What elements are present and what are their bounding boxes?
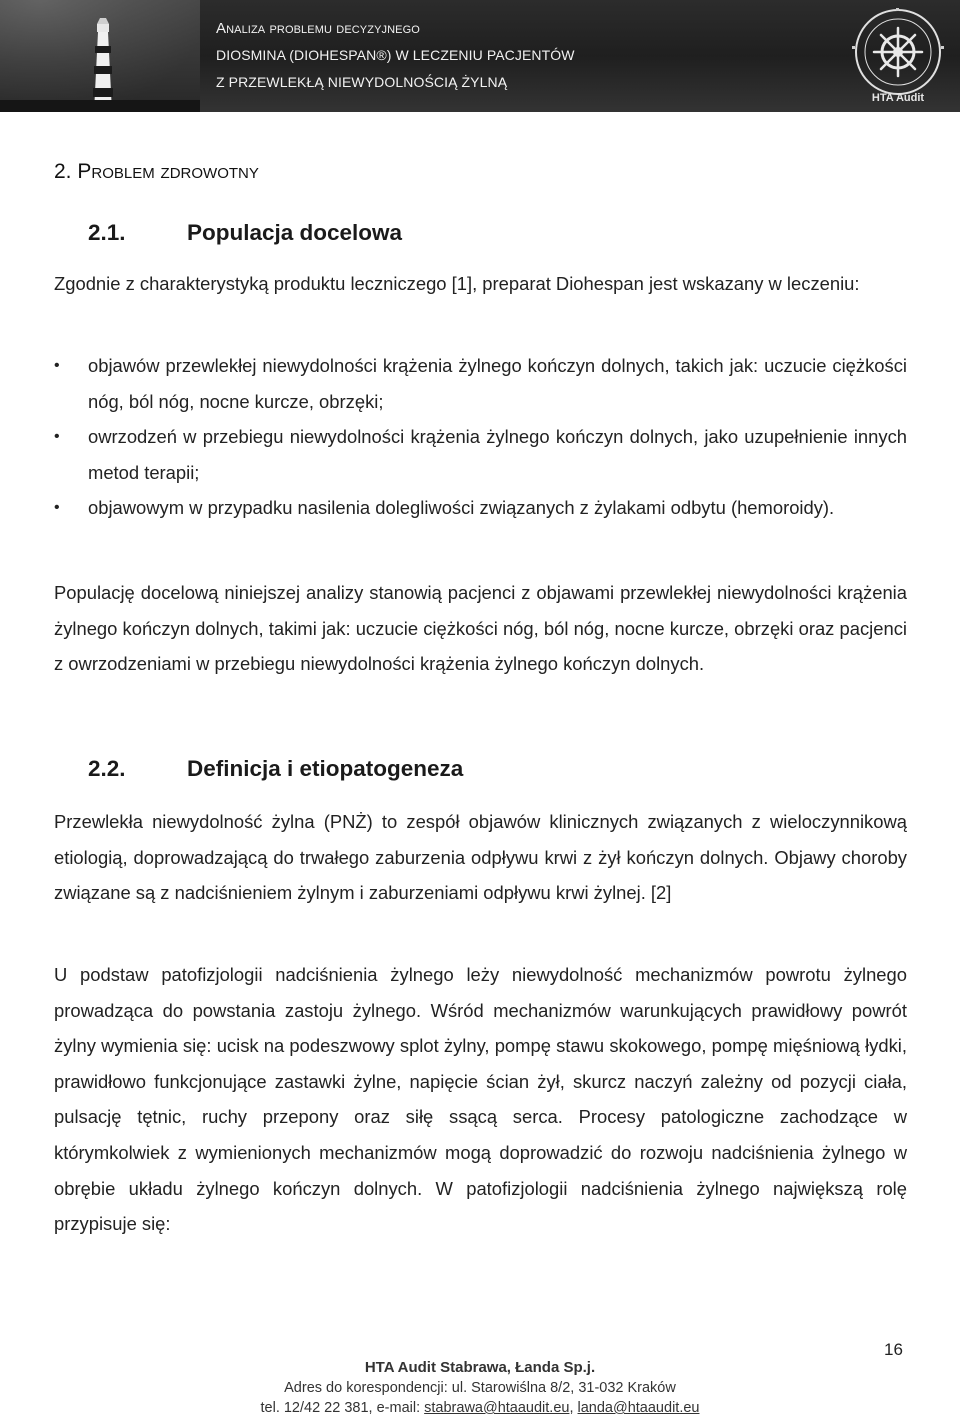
subsection-title: Populacja docelowa bbox=[187, 220, 403, 245]
section-number: 2. bbox=[54, 160, 72, 183]
lighthouse-image bbox=[0, 0, 200, 112]
section-title: Problem zdrowotny bbox=[77, 160, 259, 183]
list-item: • owrzodzeń w przebiegu niewydolności krążenia żylnego kończyn dolnych, jako uzupełnienie innych metod terapii; bbox=[54, 419, 907, 490]
subsection-heading-2-1 bbox=[88, 220, 402, 246]
subsection-number: 2.2. bbox=[88, 756, 126, 781]
pathophysiology-paragraph: U podstaw patofizjologii nadciśnienia żylnego leży niewydolność mechanizmów powrotu żylnego prowadząca do powstania zastoju żylnego. Wśród mechanizmów warunkujących prawidłowy powrót żylny wymienia się: ucisk na podeszwowy splot żylny, pompę stawu skokowego, pompę mięśniową łydki, prawidłowo funkcjonujące zastawki żylne, napięcie ścian żył, skurcz naczyń zależny od pozycji ciała, pulsację tętnic, ruchy przepony oraz siłę ssącą serca. Procesy patologiczne zachodzące w którymkolwiek z wymienionych mechanizmów mogą doprowadzić do rozwoju nadciśnienia żylnego w obrębie układu żylnego kończyn dolnych. W patofizjologii nadciśnienia żylnego największą rolę przypisuje się: bbox=[54, 964, 907, 1235]
email-link-stabrawa[interactable]: stabrawa@htaaudit.eu bbox=[424, 1400, 570, 1416]
definition-paragraph: Przewlekła niewydolność żylna (PNŻ) to zespół objawów klinicznych związanych z wieloczynnikową etiologią, doprowadzającą do trwałego zaburzenia odpływu krwi z żył kończyn dolnych. Objawy choroby związane są z nadciśnieniem żylnym i zaburzeniami odpływu krwi żylnej. [2] bbox=[54, 811, 907, 904]
footer-company: HTA Audit Stabrawa, Łanda Sp.j. bbox=[364, 1359, 596, 1376]
population-paragraph: Populację docelową niniejszej analizy stanowią pacjenci z objawami przewlekłej niewydolności krążenia żylnego kończyn dolnych, takimi jak: uczucie ciężkości nóg, ból nóg, nocne kurcze, obrzęki oraz pacjenci z owrzodzeniami w przebiegu niewydolności krążenia żylnego kończyn dolnych. bbox=[54, 582, 907, 675]
page-header bbox=[0, 0, 960, 112]
list-item: • objawowym w przypadku nasilenia dolegliwości związanych z żylakami odbytu (hemoroidy). bbox=[54, 490, 907, 526]
header-titles bbox=[216, 15, 575, 96]
header-line-1: Analiza problemu decyzyjnego bbox=[216, 20, 420, 37]
footer-separator: , bbox=[569, 1400, 578, 1416]
footer-address: Adres do korespondencji: ul. Starowiślna 8/2, 31-032 Kraków bbox=[284, 1380, 676, 1396]
header-line-3: Z PRZEWLEKŁĄ NIEWYDOLNOŚCIĄ ŻYLNĄ bbox=[216, 74, 508, 90]
subsection-title: Definicja i etiopatogeneza bbox=[187, 756, 464, 781]
email-link-landa[interactable]: landa@htaaudit.eu bbox=[577, 1400, 700, 1416]
list-item: • objawów przewlekłej niewydolności krążenia żylnego kończyn dolnych, takich jak: uczucie ciężkości nóg, ból nóg, nocne kurcze, obrzęki; bbox=[54, 348, 907, 419]
subsection-heading-2-2 bbox=[88, 756, 463, 782]
footer-contact bbox=[0, 1398, 960, 1418]
subsection-number: 2.1. bbox=[88, 220, 126, 245]
page-number: 16 bbox=[884, 1340, 903, 1359]
header-line-2: DIOSMINA (DIOHESPAN®) W LECZENIU PACJENTÓW bbox=[216, 47, 575, 63]
footer-contact-prefix: tel. 12/42 22 381, e-mail: bbox=[260, 1400, 425, 1416]
logo-text: HTA Audit bbox=[871, 92, 925, 104]
indications-list bbox=[54, 348, 907, 526]
section-heading bbox=[54, 160, 259, 184]
intro-paragraph: Zgodnie z charakterystyką produktu leczniczego [1], preparat Diohespan jest wskazany w leczeniu: bbox=[54, 273, 860, 294]
page-footer bbox=[0, 1358, 960, 1418]
hta-audit-logo bbox=[842, 6, 954, 106]
